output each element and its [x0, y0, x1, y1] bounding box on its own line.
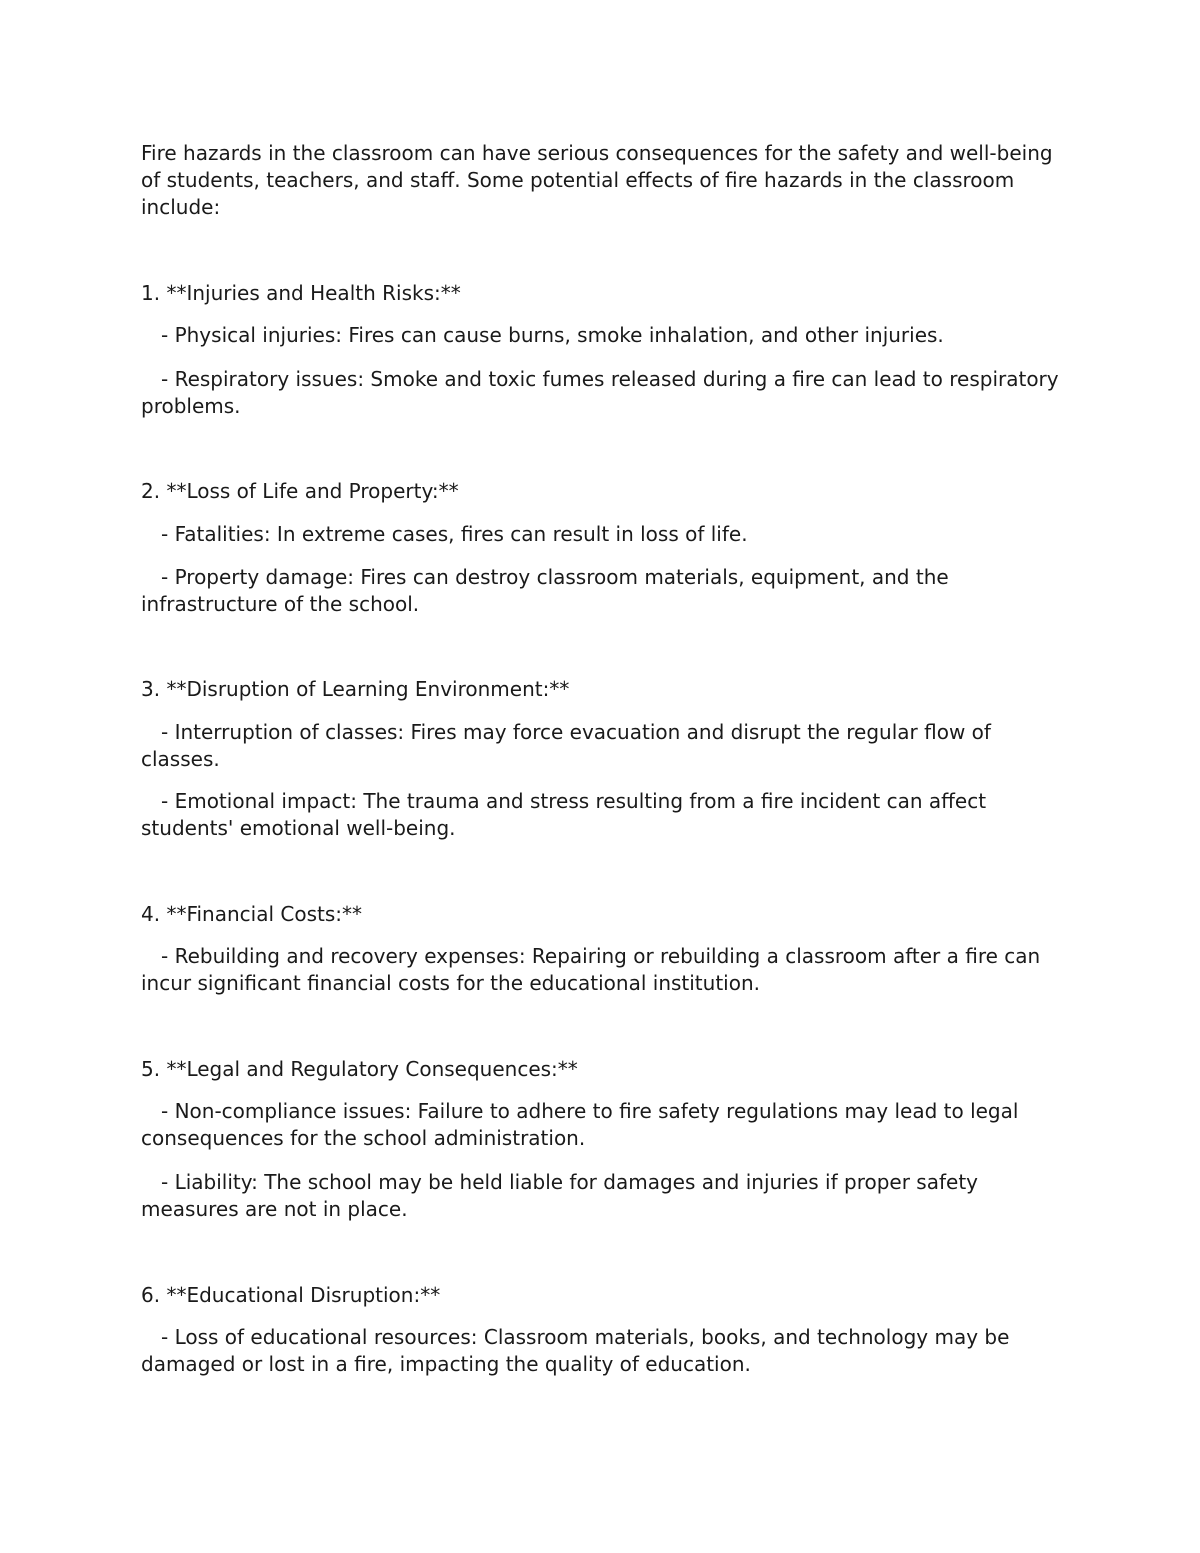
bullet-liability: - Liability: The school may be held liable for damages and injuries if proper safety measures are not in place. [141, 1170, 978, 1221]
bullet-educational-resources: - Loss of educational resources: Classroom materials, books, and technology may be damaged or lost in a fire, impacting the quality of education. [141, 1325, 1010, 1376]
bullet-physical-injuries: - Physical injuries: Fires can cause burns, smoke inhalation, and other injuries. [161, 323, 944, 347]
section-heading-loss: 2. **Loss of Life and Property:** [141, 479, 459, 503]
section-heading-educational: 6. **Educational Disruption:** [141, 1283, 441, 1307]
bullet-property-damage: - Property damage: Fires can destroy classroom materials, equipment, and the infrastructure of the school. [141, 565, 949, 616]
bullet-interruption: - Interruption of classes: Fires may force evacuation and disrupt the regular flow of classes. [141, 720, 991, 771]
section-heading-financial: 4. **Financial Costs:** [141, 902, 362, 926]
bullet-emotional-impact: - Emotional impact: The trauma and stress resulting from a fire incident can affect students' emotional well-being. [141, 789, 987, 840]
bullet-fatalities: - Fatalities: In extreme cases, fires can result in loss of life. [161, 522, 748, 546]
section-heading-injuries: 1. **Injuries and Health Risks:** [141, 281, 461, 305]
bullet-non-compliance: - Non-compliance issues: Failure to adhere to fire safety regulations may lead to legal consequences for the school administration. [141, 1099, 1019, 1150]
intro-paragraph: Fire hazards in the classroom can have serious consequences for the safety and well-being of students, teachers, and staff. Some potential effects of fire hazards in the classroom include: [141, 141, 1053, 219]
bullet-respiratory-issues: - Respiratory issues: Smoke and toxic fumes released during a fire can lead to respiratory problems. [141, 367, 1059, 418]
section-heading-disruption: 3. **Disruption of Learning Environment:** [141, 677, 570, 701]
bullet-rebuilding: - Rebuilding and recovery expenses: Repairing or rebuilding a classroom after a fire can incur significant financial costs for the educational institution. [141, 944, 1041, 995]
section-heading-legal: 5. **Legal and Regulatory Consequences:** [141, 1057, 578, 1081]
